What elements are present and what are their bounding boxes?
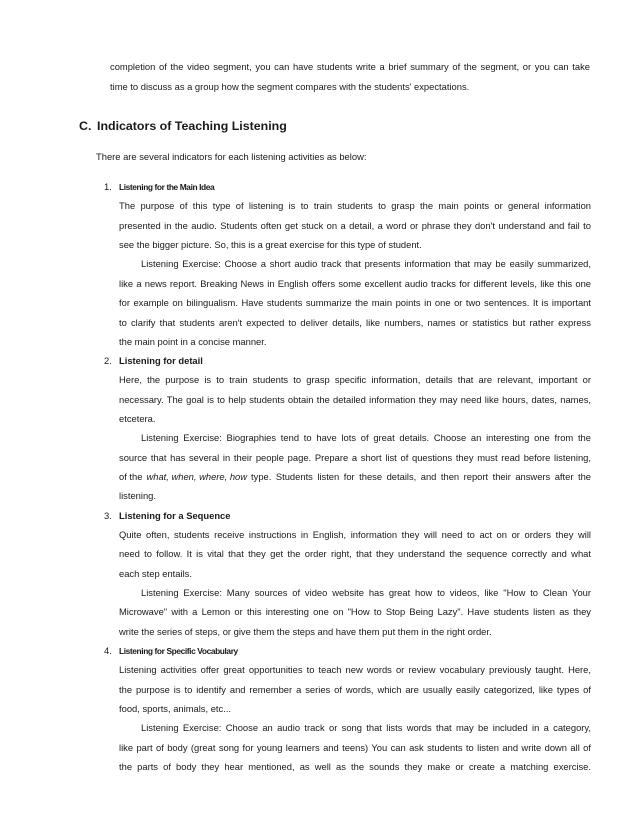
- item-4-line-3: food, sports, animals, etc...: [119, 703, 232, 714]
- item-3-line-4: Listening Exercise: Many sources of video website has great how to videos, like "How to Clean Your: [141, 587, 591, 598]
- item-4-line-4: Listening Exercise: Choose an audio track or song that lists words that may be included in a category,: [141, 722, 591, 733]
- item-1-line-3: see the bigger picture. So, this is a great exercise for this type of student.: [119, 239, 422, 250]
- item-2-line-5: source that has several in their people page. Prepare a short list of questions they must read before listening,: [119, 452, 591, 463]
- item-4-title: Listening for Specific Vocabulary: [119, 646, 238, 656]
- item-1-title: Listening for the Main Idea: [119, 182, 215, 192]
- intro-line-1: completion of the video segment, you can have students write a brief summary of the segment, or you can take: [110, 61, 590, 72]
- item-2-line-4: Listening Exercise: Biographies tend to have lots of great details. Choose an interesting one from the: [141, 432, 591, 443]
- item-2-line-7: listening.: [119, 490, 157, 501]
- item-4-line-1: Listening activities offer great opportunities to teach new words or review vocabulary previously taught. Here,: [119, 664, 591, 675]
- item-1-line-4: Listening Exercise: Choose a short audio track that presents information that may be easily summarized,: [141, 258, 591, 269]
- item-2-line-3: etcetera.: [119, 413, 156, 424]
- item-2-line-6-italic: what, when, where, how: [146, 471, 248, 482]
- item-3-line-6: write the series of steps, or give them the steps and have them put them in the right order.: [119, 626, 492, 637]
- item-2-line-1: Here, the purpose is to train students to grasp specific information, details that are relevant, important or: [119, 374, 591, 385]
- item-2-line-6-a: of the: [119, 471, 143, 482]
- item-3-title: Listening for a Sequence: [119, 510, 231, 521]
- item-4-line-6: the parts of body they hear mentioned, as well as the sounds they make or create a matching exercise.: [119, 761, 591, 772]
- item-1-line-8: the main point in a concise manner.: [119, 336, 267, 347]
- item-4-line-2: the purpose is to identify and remember a series of words, which are usually easily categorized, like types of: [119, 684, 591, 695]
- item-4-number: 4.: [104, 645, 112, 656]
- section-lead: There are several indicators for each listening activities as below:: [96, 151, 367, 162]
- item-2-title: Listening for detail: [119, 355, 203, 366]
- item-3-line-1: Quite often, students receive instructions in English, information they will need to act on or orders they will: [119, 529, 591, 540]
- section-title: Indicators of Teaching Listening: [97, 119, 287, 133]
- item-2-line-6: [119, 471, 591, 483]
- item-2-line-6-b: type. Students listen for these details, and then report their answers after the: [251, 471, 591, 482]
- item-1-number: 1.: [104, 181, 112, 192]
- item-2-number: 2.: [104, 355, 112, 366]
- item-1-line-2: presented in the audio. Students often get stuck on a detail, a word or phrase they don't understand and fail to: [119, 220, 591, 231]
- item-3-line-2: need to follow. It is vital that they get the order right, that they understand the sequence correctly and what: [119, 548, 591, 559]
- item-4-line-5: like part of body (great song for young learners and teens) You can ask students to listen and write down all of: [119, 742, 591, 753]
- item-1-line-1: The purpose of this type of listening is to train students to grasp the main points or general information: [119, 200, 591, 211]
- section-letter: C.: [79, 119, 92, 133]
- item-3-line-3: each step entails.: [119, 568, 192, 579]
- item-1-line-6: for example on bilingualism. Have students summarize the main points in one or two sentences. It is important: [119, 297, 591, 308]
- item-3-number: 3.: [104, 510, 112, 521]
- item-1-line-7: to clarify that students aren't expected to deliver details, like numbers, names or statistics but rather express: [119, 317, 591, 328]
- item-2-line-2: necessary. The goal is to help students obtain the detailed information they may need like hours, dates, names,: [119, 394, 591, 405]
- item-1-line-5: like a news report. Breaking News in English offers some excellent audio tracks for different levels, like this one: [119, 278, 591, 289]
- intro-line-2: time to discuss as a group how the segment compares with the students' expectations.: [110, 81, 470, 92]
- item-3-line-5: Microwave" with a Lemon or this interesting one on "How to Stop Being Lazy". Have students listen as they: [119, 606, 591, 617]
